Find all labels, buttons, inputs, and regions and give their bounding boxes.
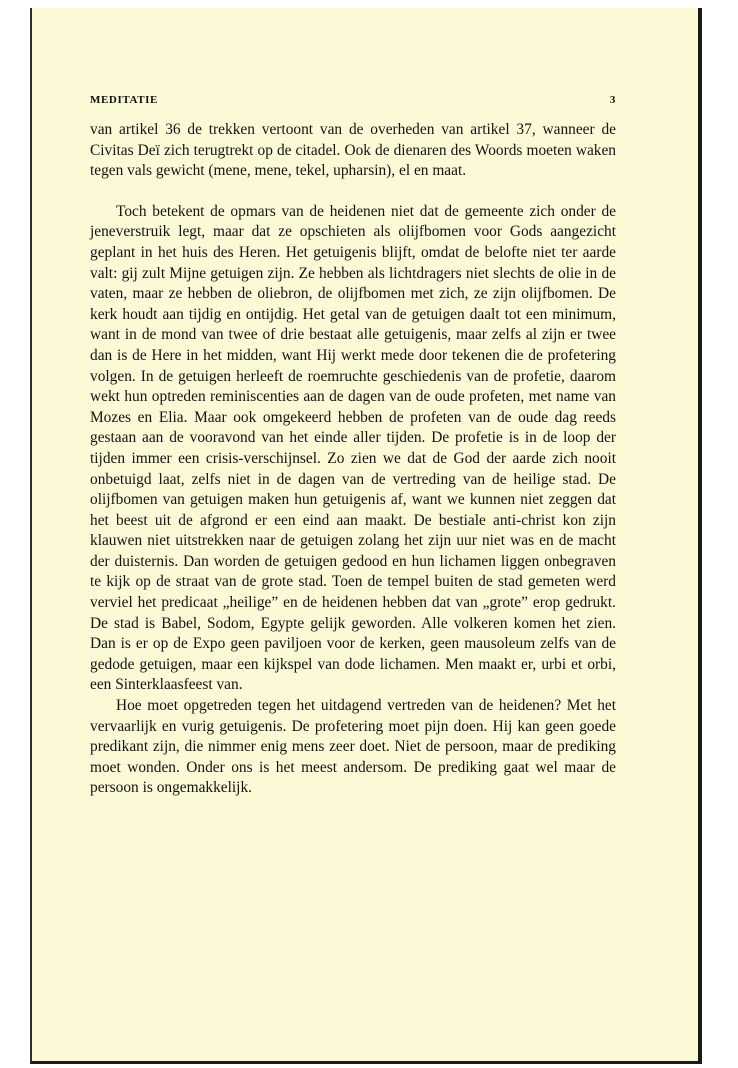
- paragraph-1: van artikel 36 de trekken vertoont van de overheden van artikel 37, wanneer de Civitas Deï zich terugtrekt op de citadel. Ook de dienaren des Woords moeten waken tegen vals gewicht (mene, mene, tekel, upharsin), el en maat.: [90, 121, 616, 180]
- page-number: 3: [609, 94, 616, 106]
- running-header: [90, 94, 616, 106]
- body-text: [90, 120, 616, 799]
- paragraph-2: Toch betekent de opmars van de heidenen niet dat de gemeente zich onder de jeneverstruik legt, maar dat ze opschieten als olijfbomen voor Gods aangezicht geplant in het huis des Heren. Het getuigenis blijft, omdat de belofte niet ter aarde valt: gij zult Mijne getuigen zijn. Ze hebben als lichtdragers niet slechts de olie in de vaten, maar ze hebben de oliebron, de olijfbomen met zich, ze zijn olijfbomen. De kerk houdt aan tijdig en ontijdig. Het getal van de getuigen daalt tot een minimum, want in de mond van twee of drie bestaat alle getuigenis, maar zelfs al zijn er twee dan is de Here in het midden, want Hij werkt mede door tekenen die de profetering volgen. In de getuigen herleeft de roemruchte geschiedenis van de profetie, daarom wekt hun optreden reminiscenties aan de dagen van de oude profeten, met name van Mozes en Elia. Maar ook omgekeerd hebben de profeten van de oude dag reeds gestaan aan de vooravond van het einde aller tijden. De profetie is in de loop der tijden immer een crisis-verschijnsel. Zo zien we dat de God der aarde zich nooit onbetuigd laat, zelfs niet in de dagen van de vertreding van de heilige stad. De olijfbomen van getuigen maken hun getuigenis af, want we kunnen niet zeggen dat het beest uit de afgrond er een eind aan maakt. De bestiale anti-christ kon zijn klauwen niet uitstrekken naar de getuigen zolang het zijn uur niet was en de macht der duisternis. Dan worden de getuigen gedood en hun lichamen liggen onbegraven te kijk op de straat van de grote stad. Toen de tempel buiten de stad gemeten werd verviel het predicaat „heilige” en de heidenen hebben dat van „grote” erop gedrukt. De stad is Babel, Sodom, Egypte gelijk geworden. Alle volkeren komen het zien. Dan is er op de Expo geen paviljoen voor de kerken, geen mausoleum zelfs van de gedode getuigen, maar een kijkspel van dode lichamen. Men maakt er, urbi et orbi, een Sinterklaasfeest van.: [90, 202, 616, 694]
- paragraph-3: Hoe moet opgetreden tegen het uitdagend vertreden van de heidenen? Met het vervaarlijk en vurig getuigenis. De profetering moet pijn doen. Hij kan geen goede predikant zijn, die nimmer enig mens zeer doet. Niet de persoon, maar de prediking moet wonden. Onder ons is het meest andersom. De prediking gaat wel maar de persoon is ongemakkelijk.: [90, 697, 616, 797]
- paragraph-gap: [90, 182, 616, 202]
- section-title: MEDITATIE: [90, 94, 158, 106]
